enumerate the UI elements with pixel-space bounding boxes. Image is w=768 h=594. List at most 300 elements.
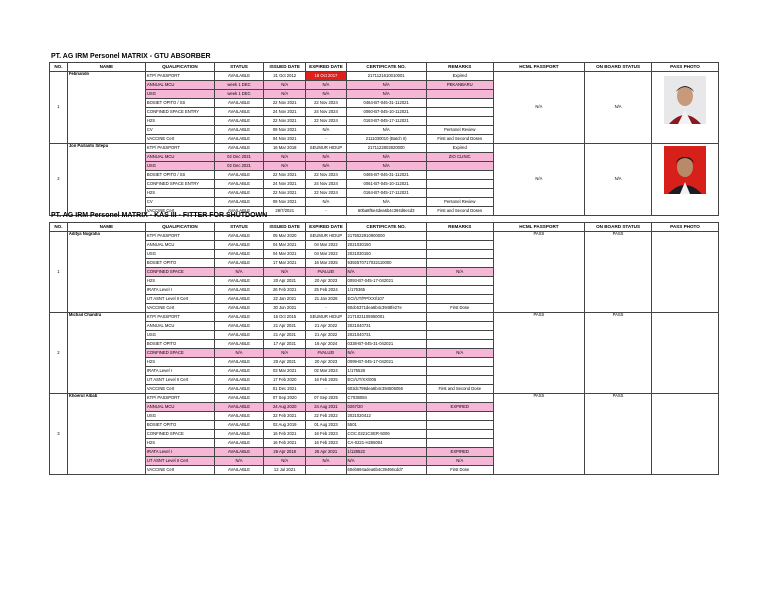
remarks-cell: [426, 250, 493, 259]
status-cell: AVAILABLE: [215, 117, 264, 126]
remarks-cell: [426, 232, 493, 241]
qualification-cell: VACCINE Cert: [145, 135, 214, 144]
expired-date-cell: 24 Nov 2024: [306, 108, 346, 117]
certificate-cell: ECI/UT/XX/005: [346, 376, 426, 385]
remarks-cell: [426, 277, 493, 286]
column-header: HCML PASSPORT: [493, 223, 584, 232]
certificate-cell: 5501: [346, 421, 426, 430]
expired-date-cell: 07 Sep 2025: [306, 394, 346, 403]
certificate-cell: ECI/UT/PP/XXI/107: [346, 295, 426, 304]
certificate-cell: 2171021105950001: [346, 313, 426, 322]
status-cell: AVAILABLE: [215, 144, 264, 153]
expired-date-cell: 01 Aug 2023: [306, 421, 346, 430]
issued-date-cell: 21 Apr 2021: [264, 331, 306, 340]
issued-date-cell: N/A: [264, 81, 306, 90]
qualification-cell: KTP/ PASSPORT: [145, 144, 214, 153]
expired-date-cell: -: [306, 385, 346, 394]
status-cell: AVAILABLE: [215, 198, 264, 207]
column-header: EXPIRED DATE: [306, 223, 346, 232]
issued-date-cell: 22 Nov 2021: [264, 171, 306, 180]
certificate-cell: 603dc799dea6b4c394506056: [346, 385, 426, 394]
expired-date-cell: 04 Mar 2022: [306, 250, 346, 259]
qualification-cell: CONFINED SPACE: [145, 430, 214, 439]
column-header: ON BOARD STATUS: [585, 63, 652, 72]
issued-date-cell: 03 Mar 2021: [264, 367, 306, 376]
expired-date-cell: N/A: [306, 198, 346, 207]
column-header: ON BOARD STATUS: [585, 223, 652, 232]
qualification-cell: VACCINE Cert: [145, 385, 214, 394]
remarks-cell: [426, 90, 493, 99]
remarks-cell: Personel Review: [426, 198, 493, 207]
qualification-cell: IRATA Level I: [145, 367, 214, 376]
certificate-cell: N/A: [346, 349, 426, 358]
expired-date-cell: 21 Apr 2022: [306, 331, 346, 340]
column-header: NO.: [50, 63, 68, 72]
issued-date-cell: 15 Oct 2015: [264, 313, 306, 322]
certificate-cell: N/A: [346, 126, 426, 135]
certificate-cell: N/A: [346, 198, 426, 207]
qualification-cell: UT ASNT Level II Cert: [145, 376, 214, 385]
status-cell: AVAILABLE: [215, 135, 264, 144]
status-cell: N/A: [215, 268, 264, 277]
certificate-cell: 0267/20: [346, 403, 426, 412]
remarks-cell: [426, 394, 493, 403]
status-cell: AVAILABLE: [215, 376, 264, 385]
remarks-cell: ZIO CLINIC: [426, 153, 493, 162]
table-row: [50, 232, 719, 241]
certificate-cell: 0099-B7-045-17-042021: [346, 358, 426, 367]
remarks-cell: N/A: [426, 349, 493, 358]
remarks-cell: EXPIRED: [426, 448, 493, 457]
issued-date-cell: 28/7/2021: [264, 207, 306, 216]
issued-date-cell: 01 Dec 2021: [264, 385, 306, 394]
table-row: [50, 72, 719, 81]
expired-date-cell: N/A: [306, 162, 346, 171]
status-cell: AVAILABLE: [215, 286, 264, 295]
qualification-cell: BOSIET OPITO: [145, 340, 214, 349]
expired-date-cell: 16 Feb 2023: [306, 439, 346, 448]
issued-date-cell: 02 Aug 2019: [264, 421, 306, 430]
column-header: PASS PHOTO: [652, 63, 719, 72]
issued-date-cell: 22 Feb 2021: [264, 412, 306, 421]
remarks-cell: Expired: [426, 144, 493, 153]
person-number: 2: [50, 144, 68, 216]
issued-date-cell: 07 Sep 2020: [264, 394, 306, 403]
issued-date-cell: 24 Nov 2021: [264, 180, 306, 189]
remarks-cell: [426, 286, 493, 295]
status-cell: AVAILABLE: [215, 108, 264, 117]
expired-date-cell: N/A: [306, 90, 346, 99]
issued-date-cell: 22 Nov 2021: [264, 117, 306, 126]
remarks-cell: [426, 430, 493, 439]
onboard-status-cell: PASS: [585, 394, 652, 475]
certificate-cell: 60eb694adea6b4c39466cdd7: [346, 466, 426, 475]
qualification-cell: USG: [145, 90, 214, 99]
column-header: REMARKS: [426, 63, 493, 72]
person-photo-icon: [664, 146, 706, 194]
issued-date-cell: 30 Jun 2021: [264, 304, 306, 313]
status-cell: AVAILABLE: [215, 466, 264, 475]
onboard-status-cell: N/A: [585, 144, 652, 216]
remarks-cell: [426, 439, 493, 448]
remarks-cell: [426, 412, 493, 421]
person-name: Aditya Nugraha: [67, 232, 145, 313]
expired-date-cell: SEUMUR HIDUP: [306, 232, 346, 241]
remarks-cell: [426, 367, 493, 376]
remarks-cell: [426, 180, 493, 189]
certificate-cell: 1/175365: [346, 286, 426, 295]
header-row: [50, 223, 719, 232]
issued-date-cell: 04 Mar 2021: [264, 250, 306, 259]
expired-date-cell: 18 Oct 2017: [306, 72, 346, 81]
status-cell: AVAILABLE: [215, 403, 264, 412]
remarks-cell: [426, 189, 493, 198]
remarks-cell: First and Second Doses: [426, 207, 493, 216]
issued-date-cell: 09 Nov 2021: [264, 198, 306, 207]
certificate-cell: 2021040731: [346, 322, 426, 331]
person-number: 1: [50, 232, 68, 313]
expired-date-cell: 02 Mar 2024: [306, 367, 346, 376]
issued-date-cell: 22 Nov 2021: [264, 99, 306, 108]
status-cell: AVAILABLE: [215, 448, 264, 457]
qualification-cell: BOSIET OPITO: [145, 421, 214, 430]
qualification-cell: ANNUAL MCU: [145, 322, 214, 331]
issued-date-cell: 04 Nov 2021: [264, 135, 306, 144]
issued-date-cell: 16 Mar 2018: [264, 144, 306, 153]
pass-photo-cell: [652, 313, 719, 394]
certificate-cell: 2175022910900000: [346, 232, 426, 241]
expired-date-cell: 16 Mar 2025: [306, 259, 346, 268]
certificate-cell: 9392570717032110000: [346, 259, 426, 268]
pass-photo-cell: [652, 394, 719, 475]
qualification-cell: KTP/ PASSPORT: [145, 394, 214, 403]
qualification-cell: H2S: [145, 439, 214, 448]
remarks-cell: [426, 99, 493, 108]
expired-date-cell: 24 Nov 2024: [306, 180, 346, 189]
section1-title: PT. AG IRM Personel MATRIX - GTU ABSORBER: [51, 53, 211, 60]
issued-date-cell: 24 Nov 2021: [264, 108, 306, 117]
remarks-cell: Personel Review: [426, 126, 493, 135]
status-cell: AVAILABLE: [215, 439, 264, 448]
issued-date-cell: 21 Apr 2021: [264, 322, 306, 331]
status-cell: AVAILABLE: [215, 412, 264, 421]
issued-date-cell: N/A: [264, 457, 306, 466]
issued-date-cell: 17 Feb 2020: [264, 376, 306, 385]
qualification-cell: ANNUAL MCU: [145, 81, 214, 90]
column-header: STATUS: [215, 63, 264, 72]
remarks-cell: [426, 313, 493, 322]
hcml-passport-cell: PASS: [493, 232, 584, 313]
status-cell: AVAILABLE: [215, 421, 264, 430]
status-cell: AVAILABLE: [215, 189, 264, 198]
expired-date-cell: 22 Feb 2022: [306, 412, 346, 421]
remarks-cell: N/A: [426, 457, 493, 466]
qualification-cell: IRATA Level I: [145, 448, 214, 457]
hcml-passport-cell: N/A: [493, 72, 584, 144]
qualification-cell: CV: [145, 126, 214, 135]
expired-date-cell: -: [306, 207, 346, 216]
expired-date-cell: SEUMUR HIDUP: [306, 144, 346, 153]
person-photo-icon: [664, 76, 706, 124]
qualification-cell: H2S: [145, 358, 214, 367]
remarks-cell: [426, 295, 493, 304]
qualification-cell: CV: [145, 198, 214, 207]
qualification-cell: USG: [145, 331, 214, 340]
expired-date-cell: N/A: [306, 126, 346, 135]
issued-date-cell: 24 Aug 2020: [264, 403, 306, 412]
onboard-status-cell: PASS: [585, 232, 652, 313]
certificate-cell: 0163-B7-045-17-112021: [346, 117, 426, 126]
person-name: Jon Parlanto Sitepu: [67, 144, 145, 216]
issued-date-cell: 17 Mar 2021: [264, 259, 306, 268]
qualification-cell: ANNUAL MCU: [145, 153, 214, 162]
column-header: ISSUED DATE: [264, 63, 306, 72]
expired-date-cell: 22 Nov 2024: [306, 171, 346, 180]
qualification-cell: IRATA Level I: [145, 286, 214, 295]
remarks-cell: [426, 358, 493, 367]
issued-date-cell: 26 Feb 2021: [264, 286, 306, 295]
section1-table: [49, 62, 719, 216]
qualification-cell: USG: [145, 162, 214, 171]
remarks-cell: [426, 259, 493, 268]
expired-date-cell: 16 Apr 2024: [306, 340, 346, 349]
column-header: NO.: [50, 223, 68, 232]
status-cell: AVAILABLE: [215, 72, 264, 81]
certificate-cell: 0060-B7-045-10-112021: [346, 108, 426, 117]
certificate-cell: COC.0221CSER-5006: [346, 430, 426, 439]
status-cell: AVAILABLE: [215, 313, 264, 322]
expired-date-cell: #VALUE!: [306, 268, 346, 277]
expired-date-cell: 24 Aug 2021: [306, 403, 346, 412]
expired-date-cell: #VALUE!: [306, 349, 346, 358]
remarks-cell: First and Second Dose: [426, 385, 493, 394]
status-cell: N/A: [215, 457, 264, 466]
header-row: [50, 63, 719, 72]
remarks-cell: [426, 322, 493, 331]
status-cell: AVAILABLE: [215, 250, 264, 259]
qualification-cell: BOSIET OPITO: [145, 259, 214, 268]
certificate-cell: N/A: [346, 162, 426, 171]
qualification-cell: VACCINE Cert: [145, 304, 214, 313]
certificate-cell: N/A: [346, 90, 426, 99]
onboard-status-cell: PASS: [585, 313, 652, 394]
status-cell: AVAILABLE: [215, 340, 264, 349]
certificate-cell: 60ba8f5e4dea6b4c394d6ecd3: [346, 207, 426, 216]
certificate-cell: N/A: [346, 153, 426, 162]
expired-date-cell: 20 Apr 2023: [306, 277, 346, 286]
status-cell: AVAILABLE: [215, 277, 264, 286]
expired-date-cell: -: [306, 466, 346, 475]
certificate-cell: 0093-B7-045-17-042021: [346, 277, 426, 286]
expired-date-cell: 04 Mar 2022: [306, 241, 346, 250]
section2-table: [49, 222, 719, 475]
expired-date-cell: 22 Nov 2024: [306, 117, 346, 126]
remarks-cell: Expired: [426, 72, 493, 81]
qualification-cell: BOSIET OPITO / SS: [145, 171, 214, 180]
remarks-cell: [426, 117, 493, 126]
section2-title: PT. AG IRM Personel MATRIX - KAS III - FITTER FOR SHUTDOWN: [51, 212, 268, 219]
hcml-passport-cell: N/A: [493, 144, 584, 216]
qualification-cell: UT ASNT Level II Cert: [145, 295, 214, 304]
certificate-cell: 2111030010 (Batch II): [346, 135, 426, 144]
expired-date-cell: 16 Feb 2023: [306, 430, 346, 439]
issued-date-cell: N/A: [264, 162, 306, 171]
table-row: [50, 313, 719, 322]
qualification-cell: H2S: [145, 277, 214, 286]
expired-date-cell: 21 Apr 2022: [306, 322, 346, 331]
certificate-cell: 2021040731: [346, 331, 426, 340]
onboard-status-cell: N/A: [585, 72, 652, 144]
certificate-cell: 2171122802820000: [346, 144, 426, 153]
status-cell: AVAILABLE: [215, 207, 264, 216]
status-cell: AVAILABLE: [215, 241, 264, 250]
person-name: Febriando: [67, 72, 145, 144]
table-row: [50, 394, 719, 403]
qualification-cell: KTP/ PASSPORT: [145, 313, 214, 322]
person-name: Khoerul Albab: [67, 394, 145, 475]
issued-date-cell: 16 Feb 2021: [264, 439, 306, 448]
issued-date-cell: N/A: [264, 90, 306, 99]
certificate-cell: 1/128522: [346, 448, 426, 457]
person-number: 3: [50, 394, 68, 475]
issued-date-cell: 12 Jul 2021: [264, 466, 306, 475]
column-header: PASS PHOTO: [652, 223, 719, 232]
column-header: EXPIRED DATE: [306, 63, 346, 72]
certificate-cell: N/A: [346, 81, 426, 90]
issued-date-cell: 21 Oct 2012: [264, 72, 306, 81]
certificate-cell: 2021020412: [346, 412, 426, 421]
certificate-cell: C7038084: [346, 394, 426, 403]
remarks-cell: First Dose: [426, 466, 493, 475]
certificate-cell: CA-0221-H255004: [346, 439, 426, 448]
remarks-cell: First and Second Doses: [426, 135, 493, 144]
issued-date-cell: N/A: [264, 268, 306, 277]
qualification-cell: BOSIET OPITO / SS: [145, 99, 214, 108]
status-cell: AVAILABLE: [215, 430, 264, 439]
column-header: STATUS: [215, 223, 264, 232]
pass-photo-cell: [652, 232, 719, 313]
expired-date-cell: 20 Apr 2023: [306, 358, 346, 367]
expired-date-cell: 21 Jan 2026: [306, 295, 346, 304]
qualification-cell: CONFINED SPACE: [145, 268, 214, 277]
status-cell: AVAILABLE: [215, 126, 264, 135]
certificate-cell: 2021030150: [346, 241, 426, 250]
column-header: REMARKS: [426, 223, 493, 232]
remarks-cell: First Dose: [426, 304, 493, 313]
qualification-cell: UT ASNT Level II Cert: [145, 457, 214, 466]
certificate-cell: N/A: [346, 268, 426, 277]
column-header: CERTIFICATE NO.: [346, 223, 426, 232]
status-cell: AVAILABLE: [215, 322, 264, 331]
remarks-cell: [426, 108, 493, 117]
remarks-cell: [426, 162, 493, 171]
remarks-cell: EXPIRED: [426, 403, 493, 412]
status-cell: 02 Dec 2021: [215, 153, 264, 162]
issued-date-cell: 22 Nov 2021: [264, 189, 306, 198]
status-cell: AVAILABLE: [215, 99, 264, 108]
qualification-cell: KTP/ PASSPORT: [145, 232, 214, 241]
qualification-cell: KTP/ PASSPORT: [145, 72, 214, 81]
expired-date-cell: N/A: [306, 153, 346, 162]
expired-date-cell: 25 Apr 2021: [306, 448, 346, 457]
certificate-cell: 0164-B7-045-17-112021: [346, 189, 426, 198]
certificate-cell: 0465-B7-045-31-112021: [346, 171, 426, 180]
expired-date-cell: SEUMUR HIDUP: [306, 313, 346, 322]
certificate-cell: 60dc6371dea6b4c3948fe27e: [346, 304, 426, 313]
person-name: Michail Chandra: [67, 313, 145, 394]
status-cell: AVAILABLE: [215, 171, 264, 180]
status-cell: AVAILABLE: [215, 358, 264, 367]
status-cell: AVAILABLE: [215, 232, 264, 241]
remarks-cell: [426, 171, 493, 180]
issued-date-cell: 05 Mar 2020: [264, 232, 306, 241]
expired-date-cell: -: [306, 304, 346, 313]
issued-date-cell: N/A: [264, 153, 306, 162]
expired-date-cell: N/A: [306, 81, 346, 90]
qualification-cell: VACCINE Cert: [145, 207, 214, 216]
issued-date-cell: 20 Apr 2021: [264, 277, 306, 286]
certificate-cell: 2171121610010001: [346, 72, 426, 81]
status-cell: AVAILABLE: [215, 180, 264, 189]
qualification-cell: CONFINED SPACE ENTRY: [145, 180, 214, 189]
remarks-cell: [426, 331, 493, 340]
issued-date-cell: 04 Mar 2021: [264, 241, 306, 250]
qualification-cell: ANNUAL MCU: [145, 241, 214, 250]
certificate-cell: 0061-B7-045-10-112021: [346, 180, 426, 189]
expired-date-cell: 16 Feb 2025: [306, 376, 346, 385]
pass-photo-2: [664, 146, 706, 194]
status-cell: week 1 DEC: [215, 90, 264, 99]
status-cell: AVAILABLE: [215, 295, 264, 304]
qualification-cell: VACCINE Cert: [145, 466, 214, 475]
qualification-cell: USG: [145, 250, 214, 259]
column-header: CERTIFICATE NO.: [346, 63, 426, 72]
certificate-cell: 2021030150: [346, 250, 426, 259]
status-cell: AVAILABLE: [215, 367, 264, 376]
expired-date-cell: N/A: [306, 457, 346, 466]
status-cell: AVAILABLE: [215, 394, 264, 403]
certificate-cell: 0464-B7-045-31-112021: [346, 99, 426, 108]
status-cell: AVAILABLE: [215, 304, 264, 313]
issued-date-cell: 17 Apr 2021: [264, 340, 306, 349]
qualification-cell: CONFINED SPACE ENTRY: [145, 108, 214, 117]
remarks-cell: [426, 241, 493, 250]
qualification-cell: USG: [145, 412, 214, 421]
certificate-cell: 1/175528: [346, 367, 426, 376]
hcml-passport-cell: PASS: [493, 394, 584, 475]
expired-date-cell: 22 Nov 2024: [306, 99, 346, 108]
column-header: QUALIFICATION: [145, 223, 214, 232]
issued-date-cell: 20 Apr 2021: [264, 358, 306, 367]
column-header: ISSUED DATE: [264, 223, 306, 232]
qualification-cell: H2S: [145, 189, 214, 198]
status-cell: week 1 DEC: [215, 81, 264, 90]
pass-photo-1: [664, 76, 706, 124]
column-header: QUALIFICATION: [145, 63, 214, 72]
person-number: 1: [50, 72, 68, 144]
qualification-cell: CONFINED SPACE: [145, 349, 214, 358]
status-cell: N/A: [215, 349, 264, 358]
status-cell: 02 Dec 2021: [215, 162, 264, 171]
table-row: [50, 144, 719, 153]
column-header: HCML PASSPORT: [493, 63, 584, 72]
person-number: 2: [50, 313, 68, 394]
expired-date-cell: 25 Feb 2024: [306, 286, 346, 295]
remarks-cell: N/A: [426, 268, 493, 277]
issued-date-cell: 16 Feb 2021: [264, 430, 306, 439]
remarks-cell: PEKANBARU: [426, 81, 493, 90]
remarks-cell: [426, 376, 493, 385]
